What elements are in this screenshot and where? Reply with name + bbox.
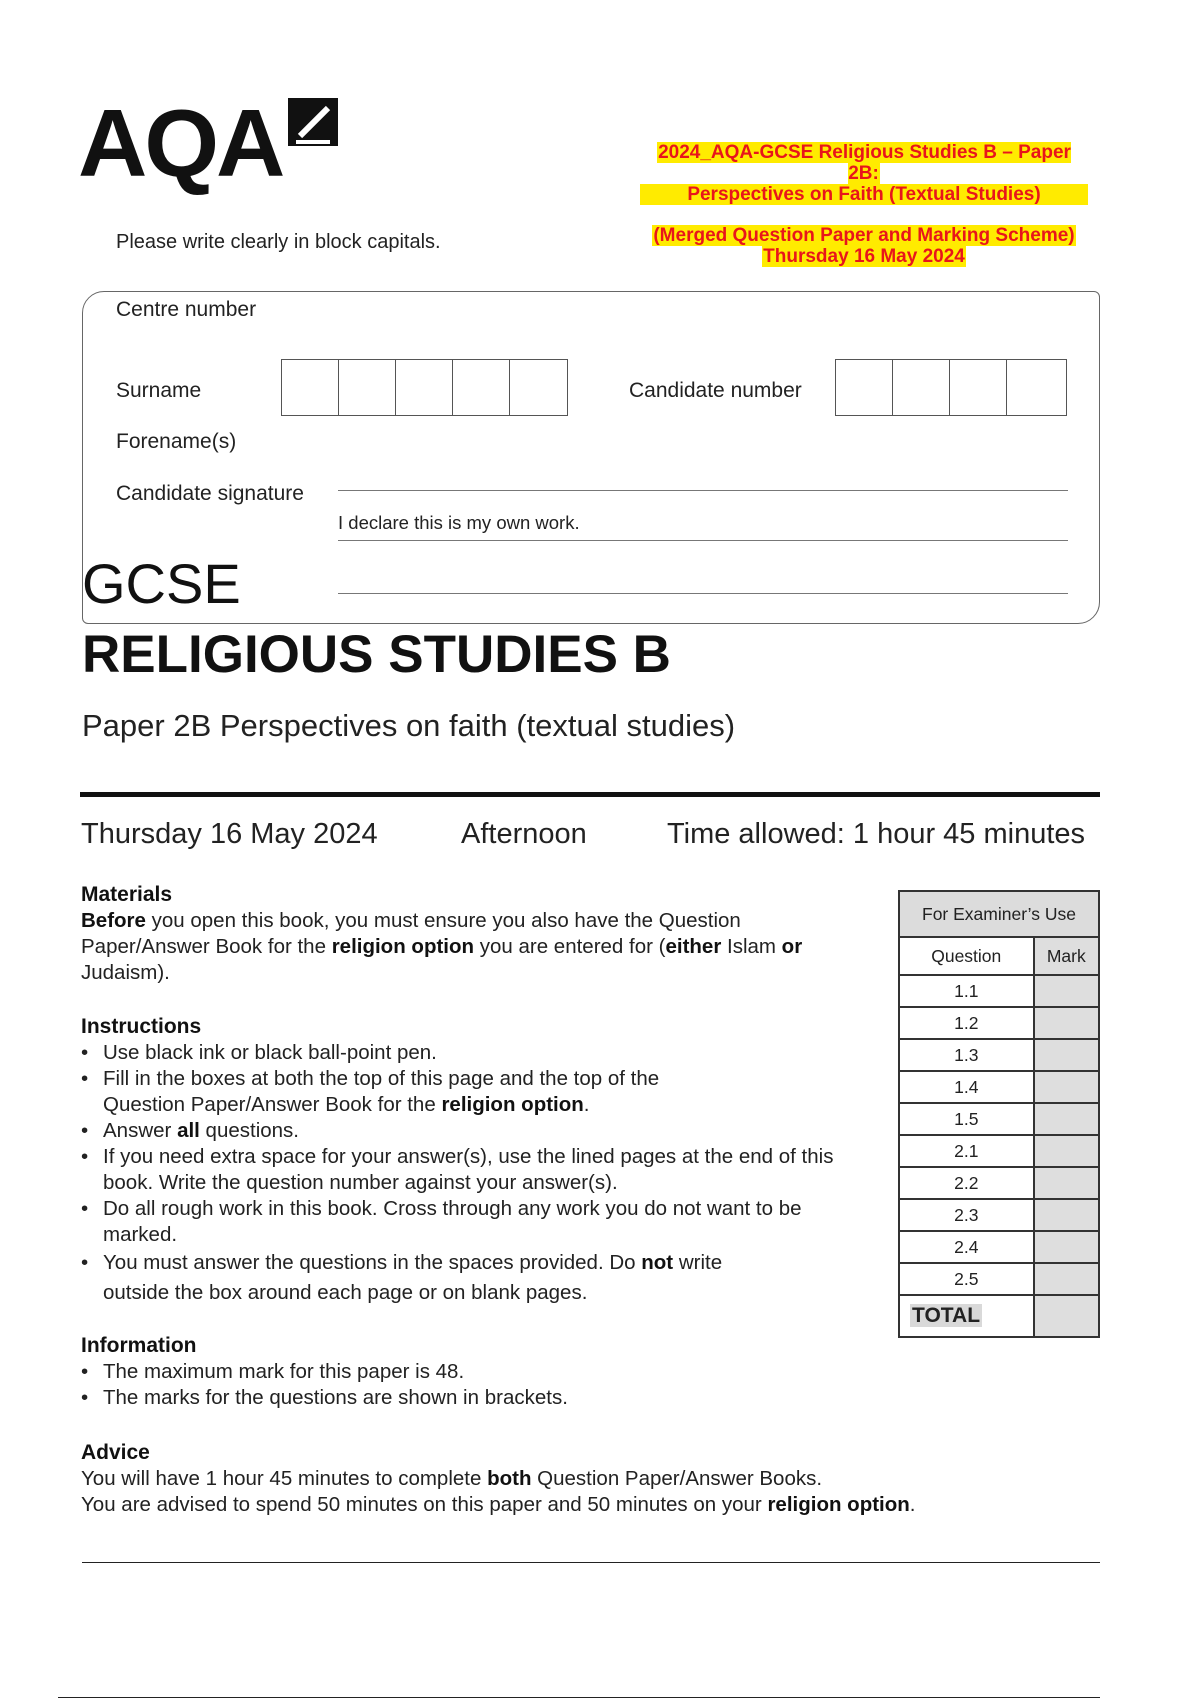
mark-cell — [1034, 1103, 1099, 1135]
advice-section — [81, 1440, 1091, 1518]
examiners-use-table — [898, 890, 1100, 1338]
mark-cell — [1034, 1135, 1099, 1167]
advice-line-2: You are advised to spend 50 minutes on this paper and 50 minutes on your religion option. — [81, 1493, 916, 1516]
exam-date: Thursday 16 May 2024 — [81, 818, 378, 850]
forenames-line[interactable] — [338, 540, 1068, 541]
signature-line[interactable] — [338, 490, 1068, 491]
total-label: TOTAL — [899, 1295, 1034, 1337]
mark-cell — [1034, 1263, 1099, 1295]
title-divider — [80, 792, 1100, 797]
advice-heading: Advice — [81, 1441, 150, 1464]
mark-cell — [1034, 1231, 1099, 1263]
table-row — [899, 1135, 1099, 1167]
table-row — [899, 1103, 1099, 1135]
mark-cell — [1034, 1071, 1099, 1103]
instruction-item: • You must answer the questions in the spaces provided. Do not write outside the box around each page or on blank pages. — [103, 1248, 793, 1308]
table-row — [899, 1007, 1099, 1039]
examiners-use-title: For Examiner’s Use — [899, 891, 1099, 937]
block-capitals-instruction: Please write clearly in block capitals. — [116, 231, 441, 253]
question-number: 1.5 — [899, 1103, 1034, 1135]
question-column-header: Question — [899, 937, 1034, 975]
surname-line[interactable] — [338, 593, 1068, 594]
question-number: 2.4 — [899, 1231, 1034, 1263]
table-row — [899, 975, 1099, 1007]
instruction-item: • Answer all questions. — [103, 1118, 861, 1144]
information-item: • The maximum mark for this paper is 48. — [103, 1359, 861, 1385]
forenames-label: Forename(s) — [116, 430, 237, 453]
total-mark-cell — [1034, 1295, 1099, 1337]
advice-line-1: You will have 1 hour 45 minutes to complete both Question Paper/Answer Books. — [81, 1467, 823, 1490]
mark-cell — [1034, 1039, 1099, 1071]
exam-session: Afternoon — [461, 818, 587, 850]
centre-number-label: Centre number — [116, 298, 257, 321]
question-number: 1.4 — [899, 1071, 1034, 1103]
question-number: 2.1 — [899, 1135, 1034, 1167]
table-row — [899, 1167, 1099, 1199]
table-row — [899, 1263, 1099, 1295]
note-line-2: Perspectives on Faith (Textual Studies) — [640, 184, 1088, 205]
information-list — [81, 1359, 861, 1411]
note-line-1: 2024_AQA-GCSE Religious Studies B – Paper 2B: — [658, 142, 1071, 184]
candidate-number-label: Candidate number — [629, 379, 802, 402]
instructions-section — [81, 1014, 861, 1308]
materials-text: Before you open this book, you must ensure you also have the Question Paper/Answer Book for the religion option you are entered for (either Islam or Judaism). — [81, 909, 803, 984]
materials-section — [81, 882, 861, 986]
mark-cell — [1034, 975, 1099, 1007]
question-number: 2.3 — [899, 1199, 1034, 1231]
table-row — [899, 1231, 1099, 1263]
merged-paper-note — [640, 142, 1088, 267]
information-heading: Information — [81, 1334, 197, 1357]
instructions-list — [81, 1040, 861, 1308]
footer-rule — [82, 1562, 1100, 1563]
note-line-3: (Merged Question Paper and Marking Scheme) — [653, 225, 1075, 246]
declaration-text: I declare this is my own work. — [338, 512, 580, 533]
information-section — [81, 1333, 861, 1411]
aqa-flag-icon — [284, 92, 342, 150]
mark-cell — [1034, 1199, 1099, 1231]
subject-title: RELIGIOUS STUDIES B — [82, 625, 671, 684]
centre-number-field[interactable] — [281, 359, 568, 416]
instruction-item: • Do all rough work in this book. Cross through any work you do not want to be marked. — [103, 1196, 803, 1248]
question-number: 2.5 — [899, 1263, 1034, 1295]
mark-cell — [1034, 1007, 1099, 1039]
instruction-item: • Use black ink or black ball-point pen. — [103, 1040, 861, 1066]
aqa-logo: AQA — [78, 90, 283, 197]
materials-heading: Materials — [81, 883, 173, 906]
qualification-title: GCSE — [82, 552, 241, 615]
question-number: 1.3 — [899, 1039, 1034, 1071]
mark-column-header: Mark — [1034, 937, 1099, 975]
question-number: 1.1 — [899, 975, 1034, 1007]
table-row — [899, 1071, 1099, 1103]
question-number: 1.2 — [899, 1007, 1034, 1039]
table-row — [899, 1039, 1099, 1071]
candidate-signature-label: Candidate signature — [116, 482, 304, 505]
note-line-4: Thursday 16 May 2024 — [763, 246, 965, 267]
instructions-heading: Instructions — [81, 1015, 202, 1038]
table-row — [899, 1199, 1099, 1231]
time-allowed: Time allowed: 1 hour 45 minutes — [667, 818, 1086, 850]
instruction-item: • Fill in the boxes at both the top of this page and the top of the Question Paper/Answer Book for the religion option. — [103, 1066, 743, 1118]
surname-label: Surname — [116, 379, 202, 402]
mark-cell — [1034, 1167, 1099, 1199]
paper-title: Paper 2B Perspectives on faith (textual studies) — [82, 708, 736, 743]
information-item: • The marks for the questions are shown in brackets. — [103, 1385, 861, 1411]
total-row — [899, 1295, 1099, 1337]
page-bottom-rule — [58, 1697, 1100, 1698]
instruction-item: • If you need extra space for your answer(s), use the lined pages at the end of this book. Write the question number against your answer(s). — [103, 1144, 861, 1196]
candidate-number-field[interactable] — [835, 359, 1067, 416]
question-number: 2.2 — [899, 1167, 1034, 1199]
